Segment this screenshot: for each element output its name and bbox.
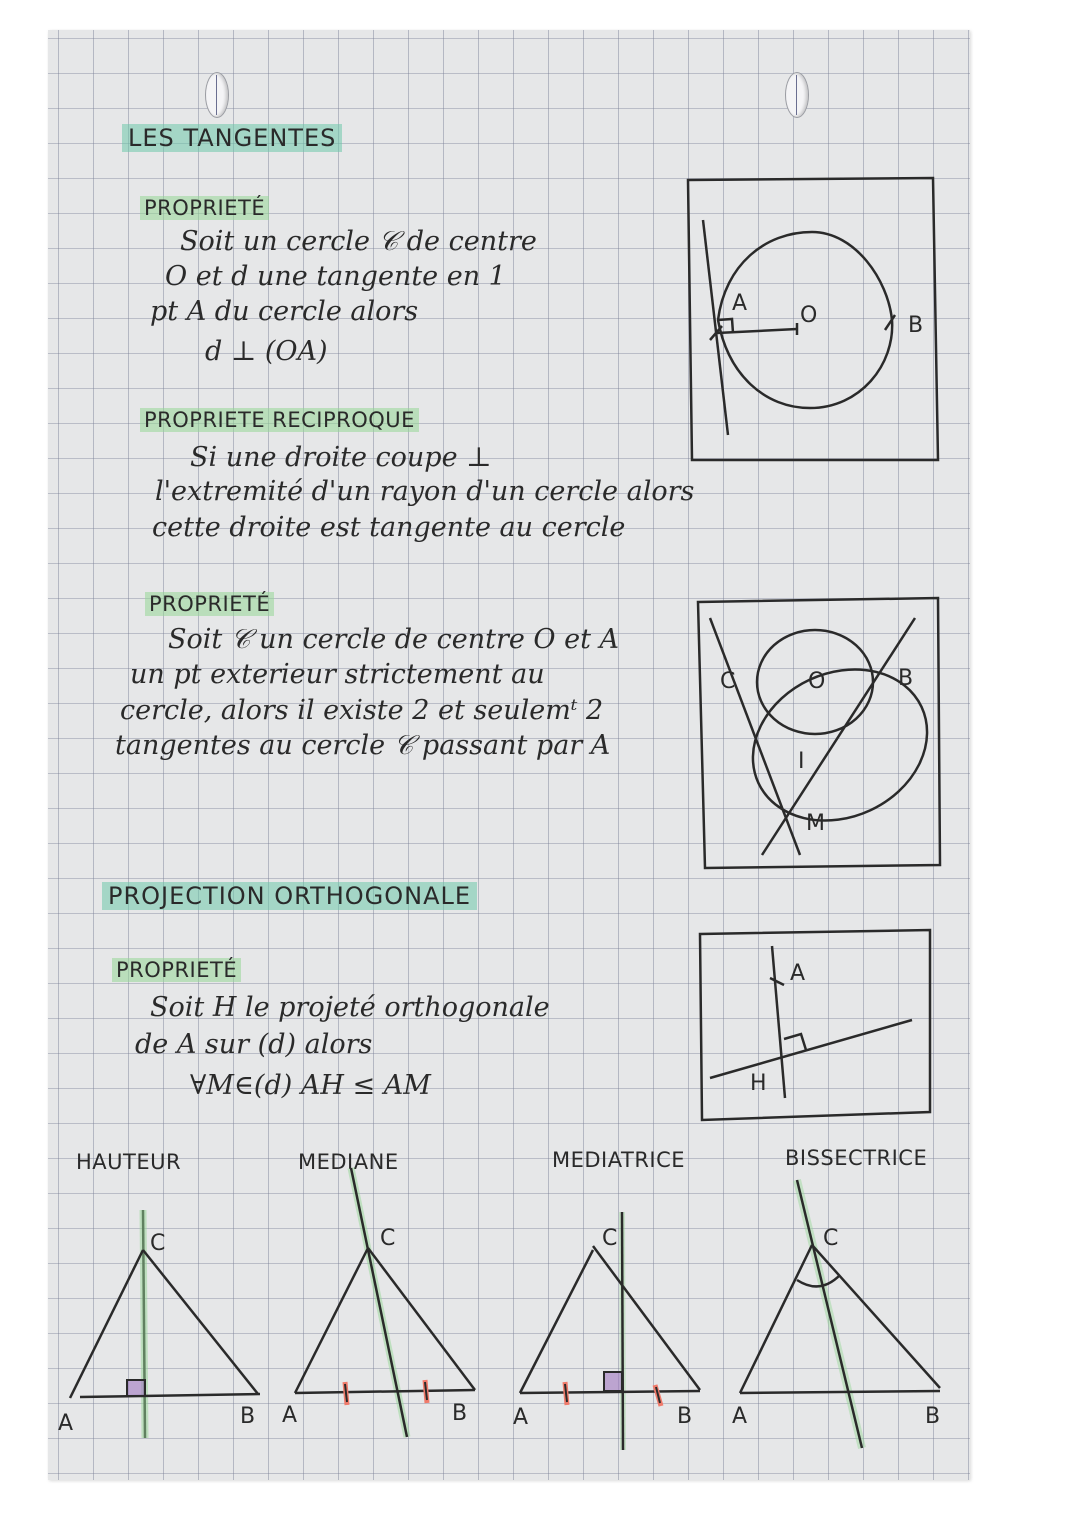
line-d xyxy=(710,1020,912,1078)
triangle-mediane xyxy=(280,1140,500,1450)
property2-line: Soit 𝒞 un cercle de centre O et A xyxy=(168,624,620,655)
tangent-line-mc xyxy=(710,618,800,855)
reciprocal-line: cette droite est tangente au cercle xyxy=(152,512,626,543)
label-c: C xyxy=(720,669,736,694)
punch-hole-right xyxy=(785,72,809,118)
label-b: B xyxy=(240,1404,256,1429)
reciprocal-line: l'extremité d'un rayon d'un cercle alors xyxy=(155,476,695,507)
median-line xyxy=(351,1168,407,1437)
side-ab xyxy=(740,1391,940,1393)
reciprocal-property-label: PROPRIETE RECIPROQUE xyxy=(140,408,419,432)
tangent-line-d xyxy=(703,220,728,435)
triangle-bissectrice xyxy=(732,1140,960,1450)
label-b: B xyxy=(898,666,914,691)
property-line: pt A du cercle alors xyxy=(150,296,419,327)
projection-line: Soit H le projeté orthogonale xyxy=(150,992,550,1023)
right-angle-mark xyxy=(127,1380,145,1396)
caption-hauteur: HAUTEUR xyxy=(76,1150,182,1174)
property-label-2: PROPRIETÉ xyxy=(145,592,274,616)
circle-diameter-om xyxy=(728,642,952,849)
label-a: A xyxy=(282,1403,298,1428)
label-b: B xyxy=(925,1404,941,1429)
label-a: A xyxy=(790,961,806,986)
property-line: O et d une tangente en 1 xyxy=(165,261,506,292)
section-title-tangentes: LES TANGENTES xyxy=(122,124,342,152)
label-i: I xyxy=(798,749,805,774)
section-title-projection: PROJECTION ORTHOGONALE xyxy=(102,882,477,910)
angle-bisector-line xyxy=(797,1180,862,1448)
label-c: C xyxy=(602,1226,618,1251)
side-ab xyxy=(295,1390,475,1393)
projection-formula: ∀M∈(d) AH ≤ AM xyxy=(190,1070,431,1101)
label-a: A xyxy=(732,1404,748,1429)
perpendicular-bisector-line xyxy=(622,1212,623,1450)
side-ab xyxy=(80,1394,260,1397)
label-b: B xyxy=(677,1404,693,1429)
reciprocal-line: Si une droite coupe ⊥ xyxy=(190,442,492,473)
right-angle-mark xyxy=(784,1034,806,1050)
caption-mediatrice: MEDIATRICE xyxy=(552,1148,686,1172)
label-a: A xyxy=(58,1411,74,1436)
label-a: A xyxy=(732,291,748,316)
label-a: A xyxy=(513,1405,529,1430)
property2-line: un pt exterieur strictement au xyxy=(130,659,545,690)
label-c: C xyxy=(150,1231,166,1256)
property2-line: cercle, alors il existe 2 et seulemᵗ 2 xyxy=(120,695,604,726)
projection-line: de A sur (d) alors xyxy=(135,1029,373,1060)
caption-bissectrice: BISSECTRICE xyxy=(785,1146,928,1170)
side-cb xyxy=(593,1246,700,1390)
side-cb xyxy=(143,1250,258,1394)
property-formula: d ⊥ (OA) xyxy=(205,336,328,367)
label-o: O xyxy=(800,303,818,328)
label-c: C xyxy=(380,1226,396,1251)
property-line: Soit un cercle 𝒞 de centre xyxy=(180,226,537,257)
label-o: O xyxy=(808,669,826,694)
right-angle-mark xyxy=(604,1372,622,1391)
label-c: C xyxy=(823,1226,839,1251)
two-tangents-figure xyxy=(690,590,950,870)
projection-figure xyxy=(690,920,950,1130)
punch-hole-left xyxy=(205,72,229,118)
point-a-cross xyxy=(770,978,784,985)
point-b-cross xyxy=(885,315,895,330)
triangle-mediatrice xyxy=(505,1140,725,1450)
side-ac xyxy=(740,1245,812,1393)
label-m: M xyxy=(806,811,825,836)
tangent-circle-figure xyxy=(680,170,950,470)
property2-line: tangentes au cercle 𝒞 passant par A xyxy=(115,730,611,761)
side-ac xyxy=(520,1250,593,1393)
property-label-3: PROPRIETÉ xyxy=(112,958,241,982)
side-ac xyxy=(295,1248,368,1393)
property-label: PROPRIETÉ xyxy=(140,196,269,220)
radius-oa xyxy=(717,329,797,333)
triangle-hauteur xyxy=(50,1140,280,1450)
caption-mediane: MEDIANE xyxy=(298,1150,399,1174)
label-b: B xyxy=(908,313,924,338)
perpendicular-line xyxy=(772,946,785,1098)
label-b: B xyxy=(452,1401,468,1426)
side-ac xyxy=(70,1250,143,1398)
label-h: H xyxy=(750,1071,767,1096)
